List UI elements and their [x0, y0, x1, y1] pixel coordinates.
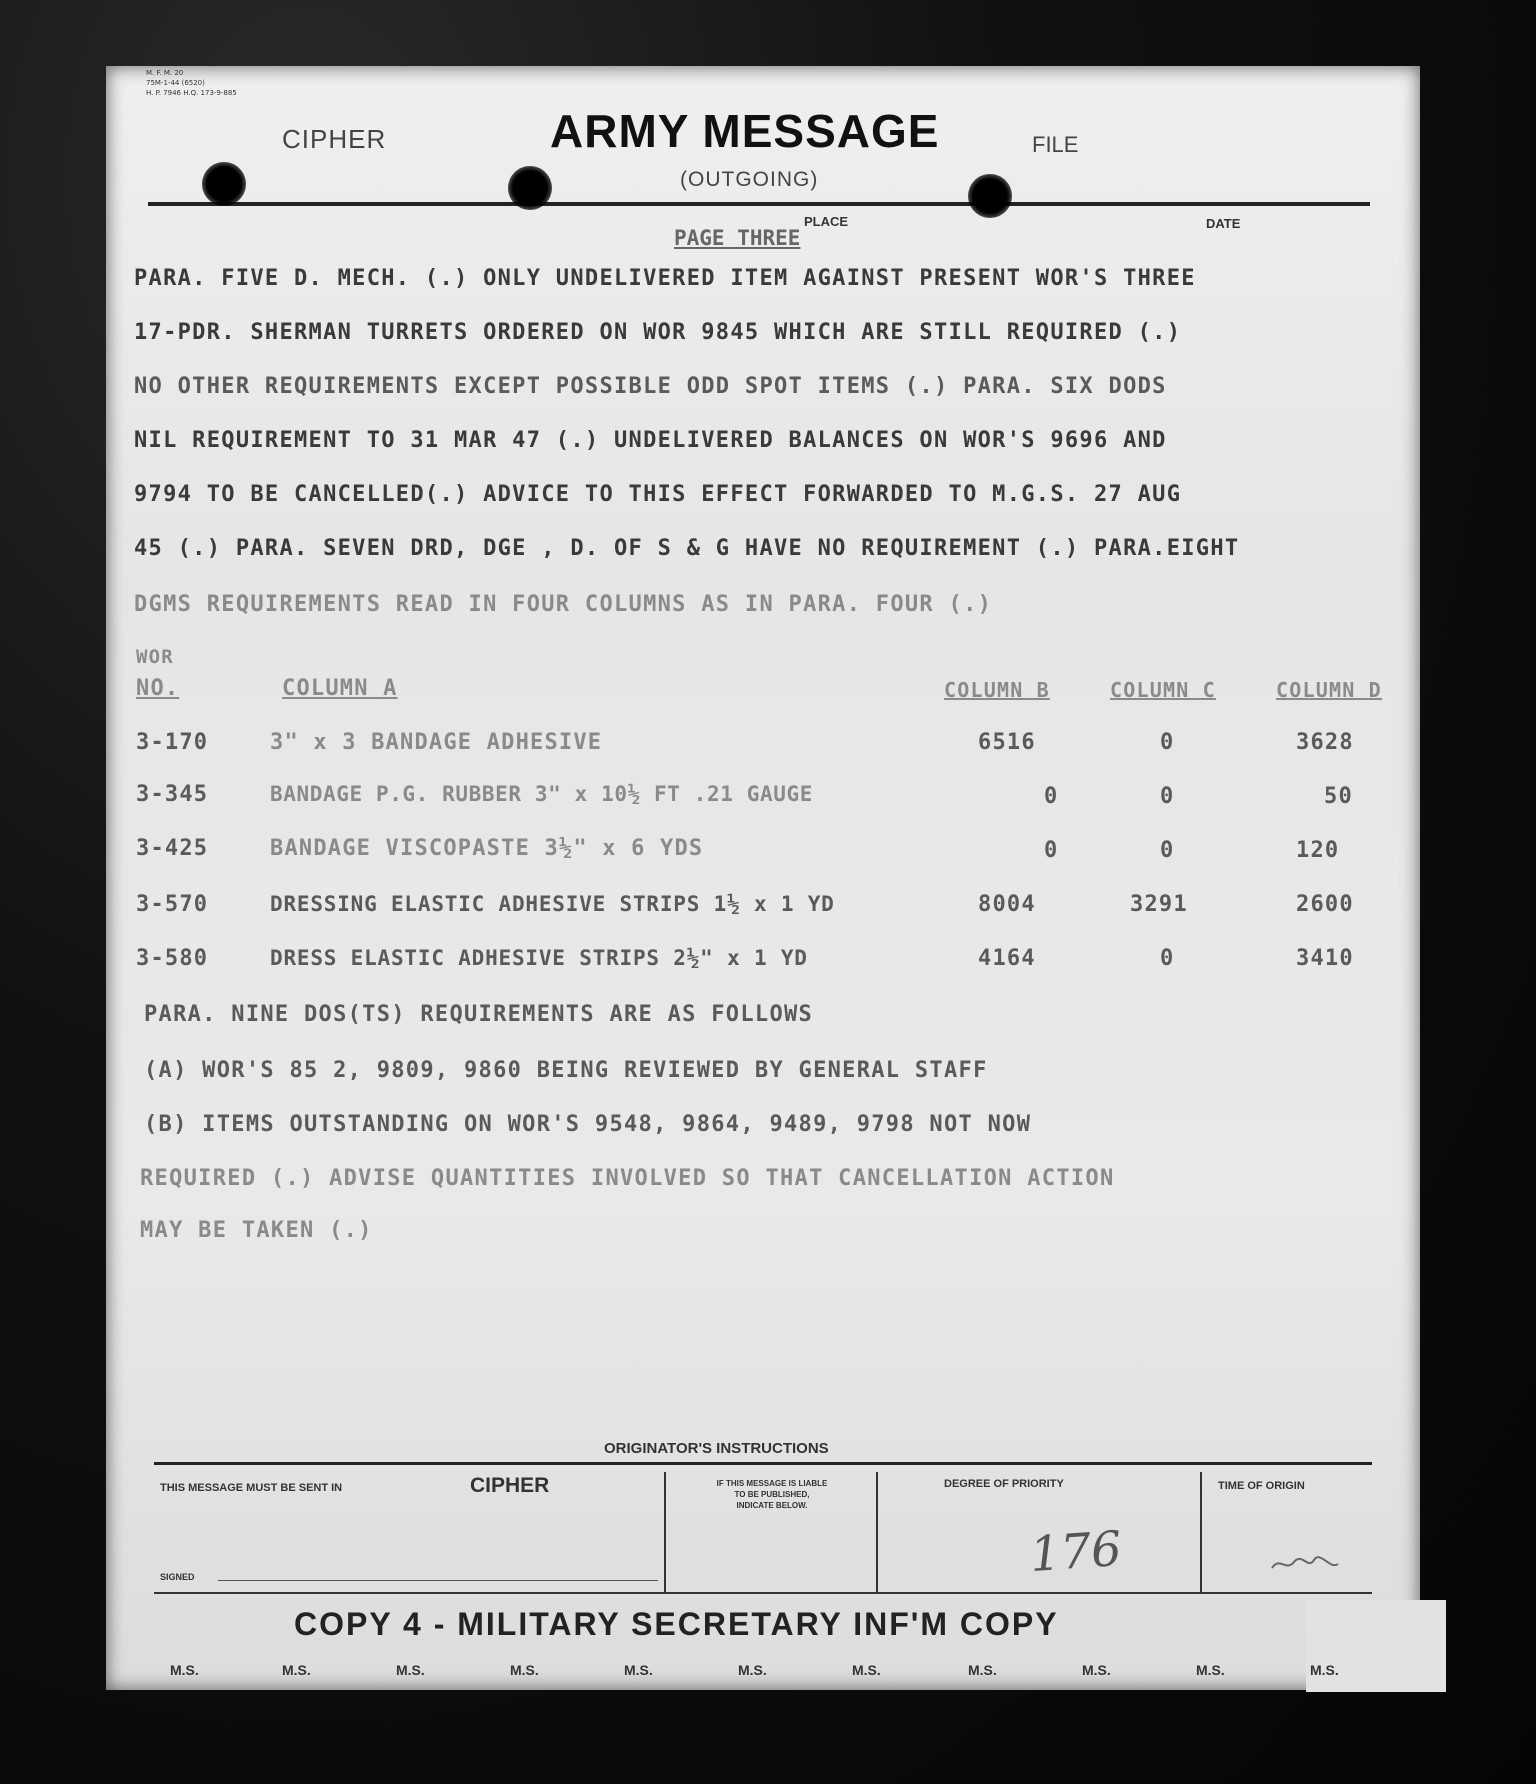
- cell-d: 3410: [1296, 946, 1354, 971]
- publish-note-line: TO BE PUBLISHED,: [734, 1490, 810, 1499]
- cell-a: DRESS ELASTIC ADHESIVE STRIPS 2½" x 1 YD: [270, 946, 808, 970]
- body-line: (A) WOR'S 85 2, 9809, 9860 BEING REVIEWED BY GENERAL STAFF: [144, 1058, 988, 1083]
- originator-rule-top: [154, 1462, 1372, 1465]
- col-header-a: COLUMN A: [282, 676, 398, 701]
- cell-d: 50: [1324, 784, 1353, 809]
- originator-divider: [876, 1472, 878, 1592]
- header-place: PLACE: [804, 214, 849, 229]
- cell-d: 3628: [1296, 730, 1354, 755]
- ms-mark: M.S.: [1082, 1662, 1111, 1678]
- body-line: PARA. NINE DOS(TS) REQUIREMENTS ARE AS FOLLOWS: [144, 1002, 814, 1027]
- cell-a: DRESSING ELASTIC ADHESIVE STRIPS 1½ x 1 YD: [270, 892, 835, 916]
- cell-wor: 3-345: [136, 782, 209, 807]
- cell-d: 2600: [1296, 892, 1354, 917]
- form-code-line: H. P. 7946 H.Q. 173-9-885: [146, 89, 237, 97]
- ms-mark: M.S.: [282, 1662, 311, 1678]
- priority-label: DEGREE OF PRIORITY: [944, 1478, 1064, 1490]
- header-date: DATE: [1206, 216, 1241, 231]
- cell-wor: 3-425: [136, 836, 209, 861]
- originator-divider: [1200, 1472, 1202, 1592]
- page-title: ARMY MESSAGE: [550, 105, 940, 157]
- ms-mark: M.S.: [396, 1662, 425, 1678]
- cell-c: 3291: [1130, 892, 1188, 917]
- priority-value: 176: [1028, 1520, 1124, 1584]
- header-cipher: CIPHER: [282, 124, 387, 154]
- cell-wor: 3-170: [136, 730, 209, 755]
- body-line: DGMS REQUIREMENTS READ IN FOUR COLUMNS AS IN PARA. FOUR (.): [134, 592, 993, 617]
- copy-line: COPY 4 - MILITARY SECRETARY INF'M COPY: [294, 1606, 1059, 1642]
- col-header-wor-top: WOR: [136, 646, 174, 668]
- cell-c: 0: [1160, 946, 1175, 971]
- header-outgoing: (OUTGOING): [680, 168, 819, 191]
- cell-a: BANDAGE P.G. RUBBER 3" x 10½ FT .21 GAUGE: [270, 782, 813, 806]
- col-header-wor: NO.: [136, 676, 180, 701]
- ms-mark: M.S.: [968, 1662, 997, 1678]
- originator-title: ORIGINATOR'S INSTRUCTIONS: [604, 1440, 829, 1457]
- signature-scribble-icon: [1270, 1552, 1340, 1574]
- cell-b: 8004: [978, 892, 1036, 917]
- ms-mark: M.S.: [510, 1662, 539, 1678]
- publish-note-line: INDICATE BELOW.: [736, 1501, 808, 1510]
- ms-mark: M.S.: [738, 1662, 767, 1678]
- publish-note-line: IF THIS MESSAGE IS LIABLE: [716, 1479, 828, 1488]
- cell-a: 3" x 3 BANDAGE ADHESIVE: [270, 730, 603, 755]
- cell-b: 0: [1044, 784, 1059, 809]
- signed-line: [218, 1580, 658, 1581]
- punch-hole-icon: [968, 174, 1012, 218]
- cell-wor: 3-580: [136, 946, 209, 971]
- ms-mark: M.S.: [170, 1662, 199, 1678]
- signed-label: SIGNED: [160, 1572, 195, 1582]
- cell-c: 0: [1160, 784, 1175, 809]
- cell-wor: 3-570: [136, 892, 209, 917]
- body-line: 17-PDR. SHERMAN TURRETS ORDERED ON WOR 9845 WHICH ARE STILL REQUIRED (.): [134, 320, 1182, 345]
- punch-hole-icon: [508, 166, 552, 210]
- time-origin-label: TIME OF ORIGIN: [1218, 1480, 1305, 1492]
- form-code: [146, 68, 237, 98]
- body-line: NO OTHER REQUIREMENTS EXCEPT POSSIBLE ODD SPOT ITEMS (.) PARA. SIX DODS: [134, 374, 1167, 399]
- body-line: MAY BE TAKEN (.): [140, 1218, 373, 1243]
- header-file: FILE: [1032, 132, 1079, 157]
- ms-mark: M.S.: [1196, 1662, 1225, 1678]
- body-line: 45 (.) PARA. SEVEN DRD, DGE , D. OF S & G HAVE NO REQUIREMENT (.) PARA.EIGHT: [134, 536, 1240, 561]
- sheet-tab: [1306, 1600, 1446, 1692]
- sent-in-value: CIPHER: [470, 1474, 550, 1497]
- header-rule: [148, 202, 1370, 206]
- col-header-b: COLUMN B: [944, 678, 1050, 702]
- body-line: (B) ITEMS OUTSTANDING ON WOR'S 9548, 9864, 9489, 9798 NOT NOW: [144, 1112, 1032, 1137]
- sent-in-label: THIS MESSAGE MUST BE SENT IN: [160, 1482, 343, 1494]
- form-code-line: 75M-1-44 (6520): [146, 79, 205, 87]
- cell-a: BANDAGE VISCOPASTE 3½" x 6 YDS: [270, 836, 704, 861]
- ms-mark: M.S.: [624, 1662, 653, 1678]
- originator-rule-bottom: [154, 1592, 1372, 1594]
- body-line: PARA. FIVE D. MECH. (.) ONLY UNDELIVERED ITEM AGAINST PRESENT WOR'S THREE: [134, 266, 1196, 291]
- form-code-line: M. F. M. 20: [146, 69, 184, 77]
- body-line: 9794 TO BE CANCELLED(.) ADVICE TO THIS EFFECT FORWARDED TO M.G.S. 27 AUG: [134, 482, 1182, 507]
- body-line: NIL REQUIREMENT TO 31 MAR 47 (.) UNDELIVERED BALANCES ON WOR'S 9696 AND: [134, 428, 1167, 453]
- ms-mark: M.S.: [1310, 1662, 1339, 1678]
- punch-hole-icon: [202, 162, 246, 206]
- cell-c: 0: [1160, 730, 1175, 755]
- cell-c: 0: [1160, 838, 1175, 863]
- publish-note: [672, 1478, 872, 1511]
- page-number: PAGE THREE: [674, 226, 801, 250]
- ms-mark: M.S.: [852, 1662, 881, 1678]
- cell-b: 0: [1044, 838, 1059, 863]
- body-line: REQUIRED (.) ADVISE QUANTITIES INVOLVED SO THAT CANCELLATION ACTION: [140, 1166, 1115, 1191]
- cell-b: 6516: [978, 730, 1036, 755]
- cell-d: 120: [1296, 838, 1340, 863]
- col-header-d: COLUMN D: [1276, 678, 1382, 702]
- cell-b: 4164: [978, 946, 1036, 971]
- col-header-c: COLUMN C: [1110, 678, 1216, 702]
- originator-divider: [664, 1472, 666, 1592]
